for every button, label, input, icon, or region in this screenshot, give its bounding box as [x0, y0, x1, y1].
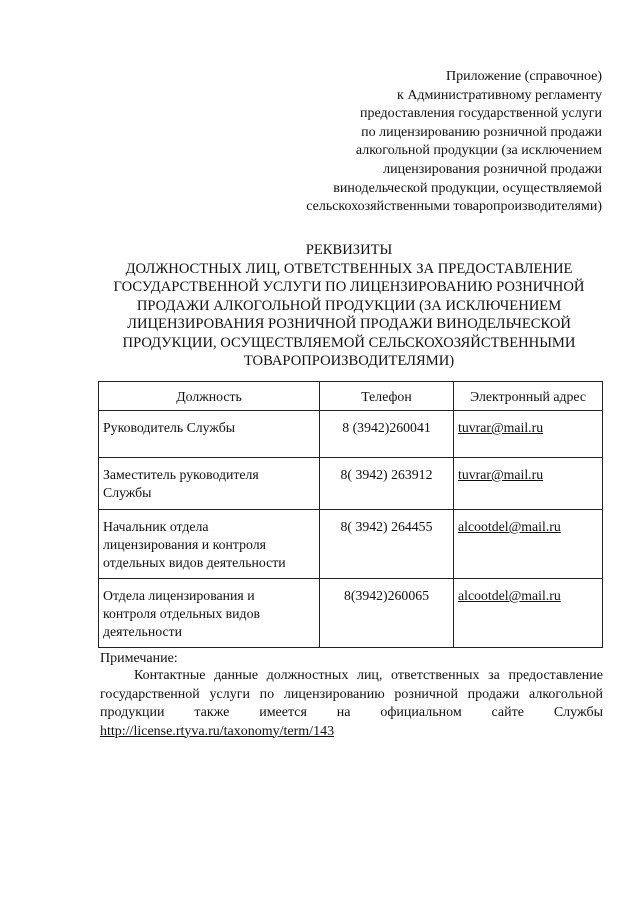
position-cell	[99, 411, 320, 458]
email-cell	[454, 411, 603, 458]
table-row	[99, 458, 603, 510]
note-text: Контактные данные должностных лиц, ответственных за предоставление государственной услуги по лицензированию розничной продажи алкогольной продукции также имеется на официальном сайте Службы	[100, 668, 603, 720]
position-line: деятельности	[103, 624, 182, 639]
position-line: Заместитель руководителя	[103, 467, 259, 482]
email-cell	[454, 510, 603, 579]
appendix-line: сельскохозяйственными товаропроизводителями)	[306, 199, 602, 215]
website-link[interactable]: http://license.rtyva.ru/taxonomy/term/143	[100, 723, 335, 739]
title-line: ПРОДУКЦИИ, ОСУЩЕСТВЛЯЕМОЙ СЕЛЬСКОХОЗЯЙСТВЕННЫМИ	[122, 334, 576, 351]
title-line: ЛИЦЕНЗИРОВАНИЯ РОЗНИЧНОЙ ПРОДАЖИ ВИНОДЕЛЬЧЕСКОЙ	[127, 316, 571, 332]
note-paragraph	[100, 667, 603, 741]
appendix-line: алкогольной продукции (за исключением	[355, 143, 602, 159]
document-title	[92, 241, 606, 371]
position-line: Службы	[103, 485, 152, 500]
table-row	[99, 579, 603, 648]
appendix-line: лицензирования розничной продажи	[383, 161, 602, 177]
appendix-line: по лицензированию розничной продажи	[361, 124, 602, 140]
table-header-row	[99, 382, 603, 411]
phone-cell: 8 (3942)260041	[320, 411, 454, 458]
position-line: Руководитель Службы	[103, 420, 236, 435]
appendix-line: предоставления государственной услуги	[360, 106, 602, 122]
position-line: лицензирования и контроля	[103, 537, 266, 552]
email-link[interactable]: tuvrar@mail.ru	[458, 467, 544, 482]
title-line: ГОСУДАРСТВЕННОЙ УСЛУГИ ПО ЛИЦЕНЗИРОВАНИЮ РОЗНИЧНОЙ	[113, 279, 585, 295]
appendix-line: винодельческой продукции, осуществляемой	[333, 180, 602, 196]
position-line: отдельных видов деятельности	[103, 555, 286, 570]
note-label: Примечание:	[100, 651, 178, 666]
table-row	[99, 411, 603, 458]
header-email: Электронный адрес	[454, 382, 603, 411]
title-line: РЕКВИЗИТЫ	[305, 242, 393, 258]
email-cell	[454, 579, 603, 648]
header-position: Должность	[99, 382, 320, 411]
appendix-reference	[242, 68, 602, 217]
phone-cell: 8( 3942) 264455	[320, 510, 454, 579]
header-phone: Телефон	[320, 382, 454, 411]
contacts-table	[98, 381, 603, 648]
table-row	[99, 510, 603, 579]
position-cell	[99, 458, 320, 510]
email-link[interactable]: alcootdel@mail.ru	[458, 519, 561, 534]
email-cell	[454, 458, 603, 510]
phone-cell: 8(3942)260065	[320, 579, 454, 648]
title-line: ТОВАРОПРОИЗВОДИТЕЛЯМИ)	[243, 353, 455, 369]
position-cell	[99, 510, 320, 579]
email-link[interactable]: alcootdel@mail.ru	[458, 588, 561, 603]
appendix-line: к Административному регламенту	[397, 87, 602, 103]
position-line: Начальник отдела	[103, 519, 209, 534]
position-cell	[99, 579, 320, 648]
title-line: ДОЛЖНОСТНЫХ ЛИЦ, ОТВЕТСТВЕННЫХ ЗА ПРЕДОСТАВЛЕНИЕ	[125, 260, 573, 277]
appendix-line: Приложение (справочное)	[446, 69, 602, 84]
email-link[interactable]: tuvrar@mail.ru	[458, 420, 544, 435]
phone-cell: 8( 3942) 263912	[320, 458, 454, 510]
position-line: контроля отдельных видов	[103, 606, 260, 621]
position-line: Отдела лицензирования и	[103, 588, 255, 603]
title-line: ПРОДАЖИ АЛКОГОЛЬНОЙ ПРОДУКЦИИ (ЗА ИСКЛЮЧЕНИЕМ	[136, 297, 562, 314]
